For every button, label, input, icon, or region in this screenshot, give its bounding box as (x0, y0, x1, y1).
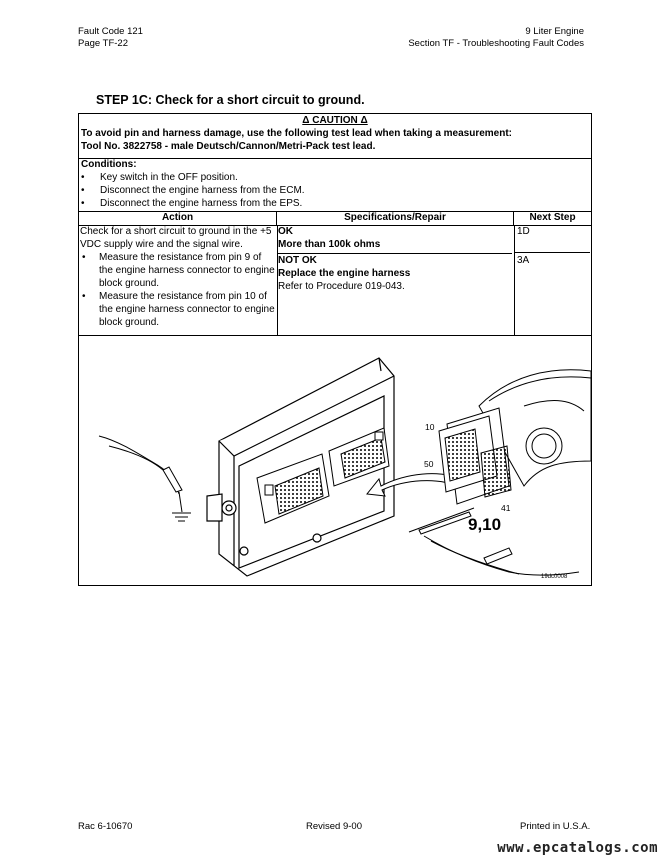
header-next-step: Next Step (529, 212, 576, 223)
not-ok-label: NOT OK (278, 255, 317, 266)
condition-item: • Key switch in the OFF position. (79, 171, 591, 184)
condition-item: • Disconnect the engine harness from the ECM. (79, 184, 591, 197)
page-number: Page TF-22 (78, 38, 128, 49)
conditions-heading: Conditions: (81, 159, 137, 170)
pin-label-50: 50 (424, 459, 434, 469)
caution-line-1: To avoid pin and harness damage, use the following test lead when taking a measurement: (81, 128, 513, 139)
harness-connector (439, 370, 591, 504)
footer-printed: Printed in U.S.A. (520, 821, 591, 832)
step-heading: : Check for a short circuit to ground. (147, 93, 365, 107)
footer-document-number: Rac 6-10670 (78, 821, 133, 832)
conditions-box (79, 158, 591, 212)
ok-label: OK (278, 226, 293, 237)
header-action: Action (79, 211, 277, 225)
next-ok-cell: 1D (515, 225, 590, 253)
watermark: www.epcatalogs.com (497, 840, 658, 856)
ok-detail: More than 100k ohms (278, 239, 381, 250)
ecm-connector-figure (79, 336, 591, 585)
engine-label: 9 Liter Engine (525, 26, 584, 37)
table-row (79, 225, 591, 336)
not-ok-repair: Replace the engine harness (278, 268, 411, 279)
ground-probe (99, 436, 191, 521)
pin-label-10: 10 (425, 422, 435, 432)
condition-item: • Disconnect the engine harness from the EPS. (79, 197, 591, 210)
action-bullet: • Measure the resistance from pin 9 of the engine harness connector to engine block ground. (80, 251, 276, 290)
not-ok-ref: Refer to Procedure 019-043. (278, 281, 405, 292)
header-left (78, 26, 143, 50)
next-not-ok-cell: 3A (517, 255, 530, 266)
section-label: Section TF - Troubleshooting Fault Codes (408, 38, 584, 49)
action-bullet: • Measure the resistance from pin 10 of the engine harness connector to engine block ground. (80, 290, 276, 329)
action-intro: Check for a short circuit to ground in the +5 VDC supply wire and the signal wire. (80, 226, 272, 250)
fault-code-label: Fault Code 121 (78, 26, 143, 37)
pins-tested-label: 9,10 (468, 515, 502, 534)
spec-ok-cell (278, 225, 512, 254)
action-cell (80, 225, 276, 329)
caution-box (79, 114, 591, 159)
step-label: STEP 1C (96, 93, 148, 107)
figure-code: 19dc0008 (541, 574, 568, 580)
table-header (79, 211, 591, 226)
pin-label-41: 41 (501, 503, 511, 513)
step-title (96, 93, 365, 107)
procedure-frame (78, 113, 592, 586)
caution-title: Δ CAUTION Δ (302, 115, 368, 126)
caution-line-2: Tool No. 3822758 - male Deutsch/Cannon/Metri-Pack test lead. (81, 141, 376, 152)
ecm-illustration (79, 336, 591, 585)
spec-not-ok-cell (278, 254, 512, 293)
footer-revision: Revised 9-00 (306, 821, 362, 832)
header-spec: Specifications/Repair (277, 211, 514, 225)
header-right (408, 26, 584, 50)
